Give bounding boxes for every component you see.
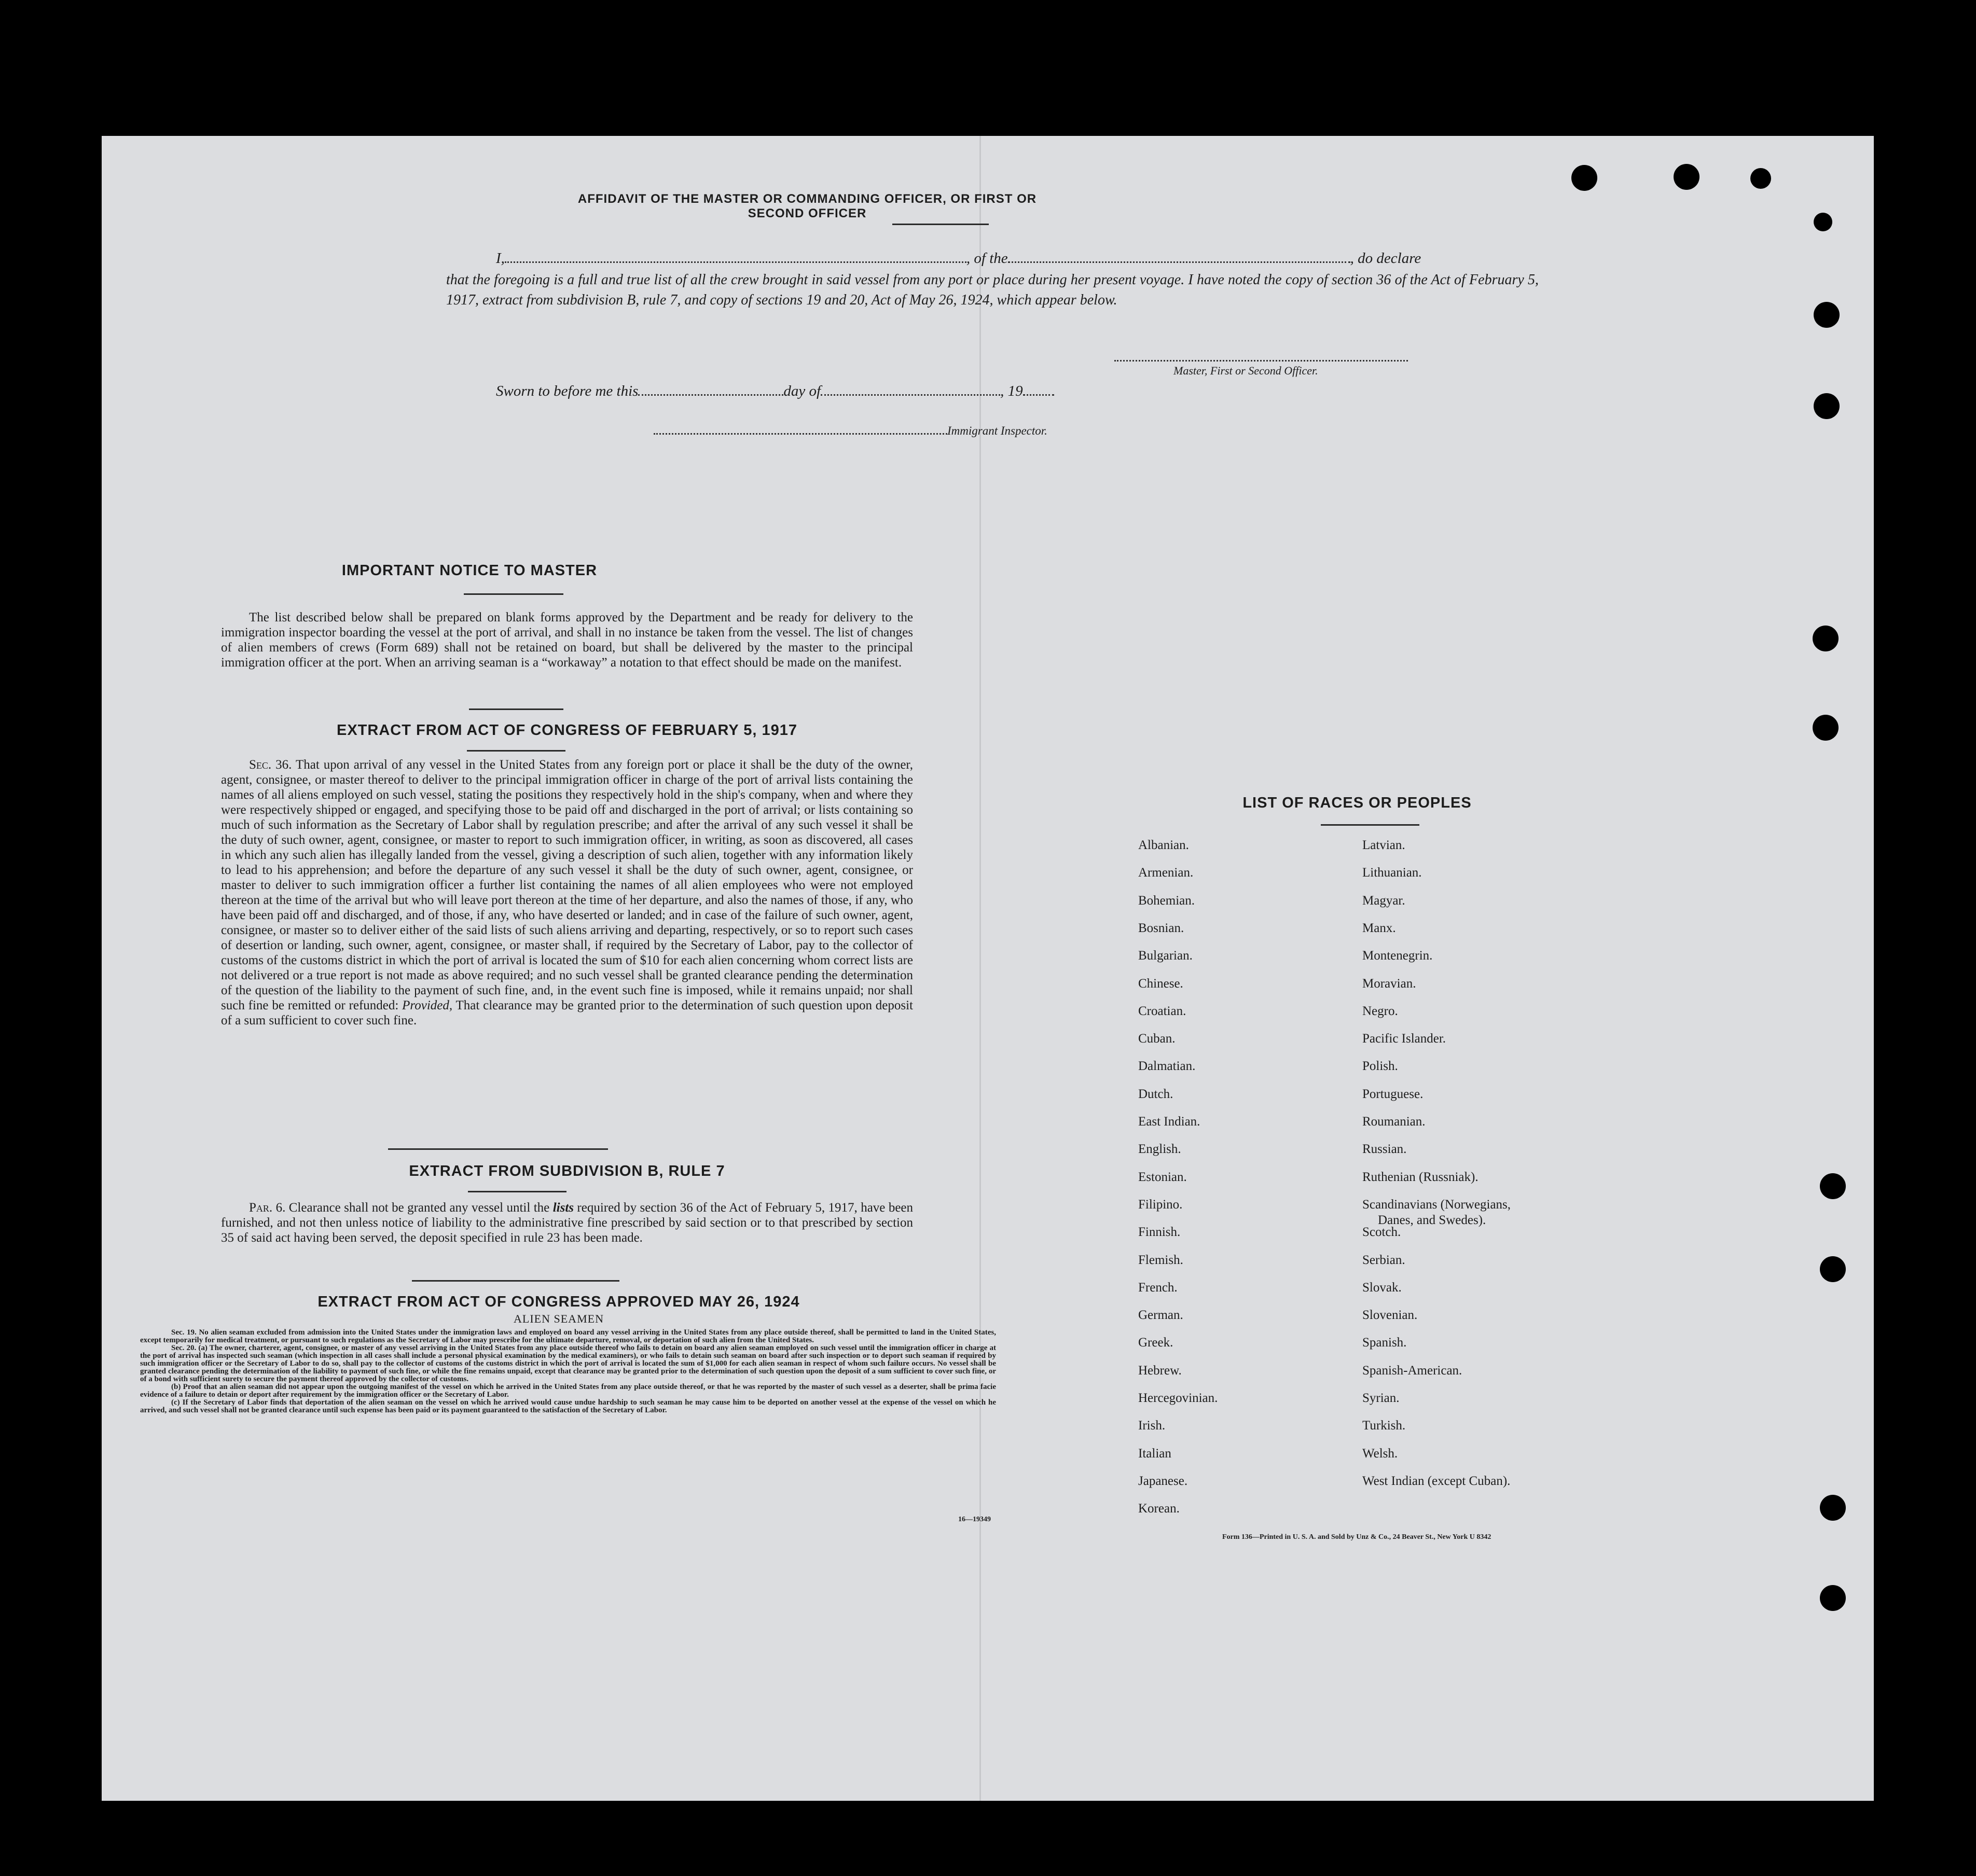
provided-word: Provided, xyxy=(402,998,453,1012)
race-item: Bulgarian. xyxy=(1138,949,1193,963)
affidavit-body: that the foregoing is a full and true list of all the crew brought in said vessel from any port or place during her present voyage. I have noted the copy of section 36 of the Act of February 5, 1917, extract from subdivision B, rule 7, and copy of sections 19 and 20, Act of May 26, 1924, which appear below. xyxy=(446,272,1539,308)
race-item: Albanian. xyxy=(1138,838,1189,852)
extract-1924-title: EXTRACT FROM ACT OF CONGRESS APPROVED MAY 26, 1924 xyxy=(317,1294,800,1310)
race-item: Roumanian. xyxy=(1362,1115,1426,1129)
extract-1917-title: EXTRACT FROM ACT OF CONGRESS OF FEBRUARY 5, 1917 xyxy=(336,722,798,739)
race-item: Manx. xyxy=(1362,921,1396,935)
race-item: Welsh. xyxy=(1362,1447,1398,1461)
sworn-year-field[interactable] xyxy=(1023,394,1054,396)
punch-hole xyxy=(1814,302,1840,328)
sworn-line xyxy=(496,383,1222,400)
race-item: Latvian. xyxy=(1362,838,1405,852)
race-item: Spanish-American. xyxy=(1362,1364,1462,1378)
paragraph-text-end: required by section 36 of the Act of February 5, 1917, have been furnished, and not then unless notice of liability to the administrative fine prescribed by said section or to that prescribed by section 35 of said act having been served, the deposit specified in rule 23 has been made. xyxy=(221,1201,914,1245)
paragraph-label: Par. 6. xyxy=(249,1201,286,1215)
race-item: Serbian. xyxy=(1362,1253,1405,1267)
form-footer: Form 136—Printed in U. S. A. and Sold by Unz & Co., 24 Beaver St., New York U 8342 xyxy=(1222,1533,1491,1541)
signature-line[interactable] xyxy=(1114,360,1408,362)
race-item: Cuban. xyxy=(1138,1032,1176,1046)
declare-suffix: , do declare xyxy=(1350,250,1421,267)
race-item: Greek. xyxy=(1138,1336,1173,1350)
race-item: Lithuanian. xyxy=(1362,866,1422,880)
race-item: Croatian. xyxy=(1138,1004,1186,1018)
extract-1924-body xyxy=(140,1329,996,1414)
race-item: Slovenian. xyxy=(1362,1308,1418,1322)
declarant-prefix: I, xyxy=(496,250,505,267)
divider xyxy=(388,1148,608,1150)
inspector-label: Immigrant Inspector. xyxy=(947,424,1047,437)
race-item: West Indian (except Cuban). xyxy=(1362,1474,1511,1488)
sworn-prefix: Sworn to before me this xyxy=(496,383,639,399)
race-item: Estonian. xyxy=(1138,1170,1187,1184)
race-item: Scandinavians (Norwegians, xyxy=(1362,1198,1511,1212)
declarant-name-field[interactable] xyxy=(505,261,966,263)
race-item: Ruthenian (Russniak). xyxy=(1362,1170,1478,1184)
punch-hole xyxy=(1813,715,1839,741)
race-item: French. xyxy=(1138,1281,1178,1295)
sworn-day-label: day of xyxy=(783,383,821,399)
section-20c: (c) If the Secretary of Labor finds that deportation of the alien seaman on the vessel on which he arrived would cause undue hardship to such seaman he may cause him to be deported on another vessel at the expense of the vessel on which he arrived, and such vessel shall not be granted clearance until such expense has been paid or its payment guaranteed to the satisfaction of the Secretary of Labor. xyxy=(140,1398,996,1414)
race-item: Pacific Islander. xyxy=(1362,1032,1446,1046)
section-20b: (b) Proof that an alien seaman did not appear upon the outgoing manifest of the vessel on which he arrived in the United States from any place outside thereof, or that he was reported by the master of such vessel as a deserter, shall be prima facie evidence of a failure to detain or deport after requirement by the immigration officer or the Secretary of Labor. xyxy=(140,1383,996,1399)
race-item: Polish. xyxy=(1362,1059,1398,1073)
race-item: Portuguese. xyxy=(1362,1087,1424,1101)
punch-hole xyxy=(1820,1495,1846,1521)
race-item: Syrian. xyxy=(1362,1391,1400,1405)
extract-rule7-title: EXTRACT FROM SUBDIVISION B, RULE 7 xyxy=(409,1163,725,1179)
section-19: Sec. 19. No alien seaman excluded from admission into the United States under the immigration laws and employed on board any vessel arriving in the United States from any place outside thereof, shall be permitted to land in the United States, except temporarily for medical treatment, or pursuant to such regulations as the Secretary of Labor may prescribe for the ultimate departure, removal, or deportation of such alien from the United States. xyxy=(140,1328,996,1344)
punch-hole xyxy=(1813,626,1839,651)
section-text: That upon arrival of any vessel in the United States from any foreign port or place it shall be the duty of the owner, agent, consignee, or master thereof to deliver to the principal immigration officer in charge of the port of arrival lists containing the names of all aliens employed on such vessel, stating the positions they respectively hold in the ship's company, when and where they were respectively shipped or engaged, and specifying those to be paid off and discharged in the port of arrival; or lists containing so much of such information as the Secretary of Labor shall by regulation prescribe; and after the arrival of any such vessel it shall be the duty of such owner, agent, consignee, or master to report to such immigration officer, in writing, as soon as discovered, all cases in which any such alien has illegally landed from the vessel, giving a description of such alien, together with any information likely to lead to his apprehension; and before the departure of any such vessel it shall be the duty of such owner, agent, consignee, or master to deliver to such immigration officer a further list containing the names of all alien employees who were not employed thereon at the time of the arrival but who will leave port thereon at the time of her departure, and also the names of those, if any, who have been paid off and discharged, and of those, if any, who have deserted or landed; and in case of the failure of such owner, agent, consignee, or master so to deliver either of the said lists of such aliens arriving and departing, respectively, or so to report such cases of desertion or landing, such owner, agent, consignee, or master shall, if required by the Secretary of Labor, pay to the collector of customs of the customs district in which the port of arrival is located the sum of $10 for each alien concerning whom correct lists are not delivered or a true report is not made as above required; and no such vessel shall be granted clearance pending the determination of the question of the liability to the payment of such fine, and, in the event such fine is imposed, while it remains unpaid; nor shall such fine be remitted or refunded: xyxy=(221,758,914,1012)
document-page xyxy=(102,136,1874,1801)
race-item: Dalmatian. xyxy=(1138,1059,1196,1073)
print-code: 16—19349 xyxy=(958,1516,991,1523)
divider xyxy=(1321,824,1419,826)
race-item: Chinese. xyxy=(1138,977,1183,991)
race-item: Finnish. xyxy=(1138,1225,1181,1239)
inspector-signature-field[interactable] xyxy=(654,433,947,435)
lists-word: lists xyxy=(552,1201,574,1215)
race-item: Negro. xyxy=(1362,1004,1398,1018)
vessel-name-field[interactable] xyxy=(1008,261,1350,263)
race-item: Flemish. xyxy=(1138,1253,1183,1267)
vessel-prefix: , of the xyxy=(966,250,1008,267)
race-item: Danes, and Swedes). xyxy=(1378,1213,1486,1227)
divider xyxy=(469,708,563,710)
punch-hole xyxy=(1820,1585,1846,1611)
race-item: Italian xyxy=(1138,1447,1171,1461)
race-item: English. xyxy=(1138,1142,1181,1156)
punch-hole xyxy=(1674,164,1699,190)
sworn-year-label: , 19 xyxy=(1000,383,1023,399)
race-item: Japanese. xyxy=(1138,1474,1188,1488)
divider xyxy=(467,750,565,752)
race-item: Bohemian. xyxy=(1138,894,1195,908)
sworn-day-field[interactable] xyxy=(638,394,783,396)
affidavit-declaration-line xyxy=(496,250,1539,267)
extract-1924-subtitle: ALIEN SEAMEN xyxy=(514,1312,604,1325)
race-item: Dutch. xyxy=(1138,1087,1173,1101)
race-item: Bosnian. xyxy=(1138,921,1184,935)
race-item: Filipino. xyxy=(1138,1198,1183,1212)
notice-body: The list described below shall be prepared on blank forms approved by the Department and be ready for delivery to the immigration inspector boarding the vessel at the port of arrival, and shall in no instance be taken from the vessel. The list of changes of alien members of crews (Form 689) shall not be retained on board, but shall be delivered by the master to the principal immigration officer at the port. When an arriving seaman is a “workaway” a notation to that effect should be made on the manifest. xyxy=(221,610,913,670)
race-item: German. xyxy=(1138,1308,1183,1322)
divider xyxy=(468,1191,566,1192)
section-label: Sec. 36. xyxy=(249,758,292,772)
punch-hole xyxy=(1820,1173,1846,1199)
divider xyxy=(412,1280,619,1282)
extract-1917-body xyxy=(221,757,913,1028)
race-item: Russian. xyxy=(1362,1142,1407,1156)
race-item: Moravian. xyxy=(1362,977,1416,991)
race-item: Magyar. xyxy=(1362,894,1405,908)
extract-rule7-body xyxy=(221,1200,913,1245)
divider xyxy=(464,593,563,595)
punch-hole xyxy=(1814,393,1840,419)
punch-hole xyxy=(1750,168,1771,189)
signature-label: Master, First or Second Officer. xyxy=(1173,364,1318,377)
race-item: Armenian. xyxy=(1138,866,1194,880)
notice-title: IMPORTANT NOTICE TO MASTER xyxy=(341,562,598,579)
race-item: Spanish. xyxy=(1362,1336,1407,1350)
race-item: Scotch. xyxy=(1362,1225,1401,1239)
race-item: Montenegrin. xyxy=(1362,949,1433,963)
paragraph-text: Clearance shall not be granted any vessel until the xyxy=(288,1201,550,1215)
race-item: Hercegovinian. xyxy=(1138,1391,1218,1405)
races-title: LIST OF RACES OR PEOPLES xyxy=(1242,795,1472,811)
race-item: Slovak. xyxy=(1362,1281,1402,1295)
inspector-line xyxy=(654,424,1172,438)
punch-hole xyxy=(1820,1256,1846,1282)
affidavit-title: AFFIDAVIT OF THE MASTER OR COMMANDING OFFICER, OR FIRST OR SECOND OFFICER xyxy=(577,192,1037,220)
race-item: Hebrew. xyxy=(1138,1364,1182,1378)
section-20a: Sec. 20. (a) The owner, charterer, agent, consignee, or master of any vessel arriving in the United States from any place outside thereof who fails to detain on board any alien seaman employed on such vessel until the immigration officer in charge at the port of arrival has inspected such seaman (which inspection in all cases shall include a personal physical examination by the medical examiners), or who fails to detain such seaman on board after such inspection or to deport such seaman if required by such immigration officer or the Secretary of Labor to do so, shall pay to the collector of customs of the customs district in which the port of arrival is located the sum of $1,000 for each alien seaman in respect of whom such failure occurs. No vessel shall be granted clearance pending the determination of the liability to payment of such fine, or while the fine remains unpaid, except that clearance may be granted prior to the determination of such question upon the deposit of a sum sufficient to cover such fine, or of a bond with sufficient surety to secure the payment thereof approved by the collector of customs. xyxy=(140,1344,996,1383)
race-item: East Indian. xyxy=(1138,1115,1200,1129)
punch-hole xyxy=(1571,165,1597,191)
race-item: Turkish. xyxy=(1362,1419,1406,1433)
divider xyxy=(892,224,989,225)
sworn-month-field[interactable] xyxy=(821,394,1000,396)
punch-hole xyxy=(1814,213,1832,231)
race-item: Korean. xyxy=(1138,1502,1180,1516)
section-text-end: That clearance may be granted prior to the determination of such question upon deposit of a sum sufficient to cover such fine. xyxy=(221,998,913,1027)
race-item: Irish. xyxy=(1138,1419,1166,1433)
